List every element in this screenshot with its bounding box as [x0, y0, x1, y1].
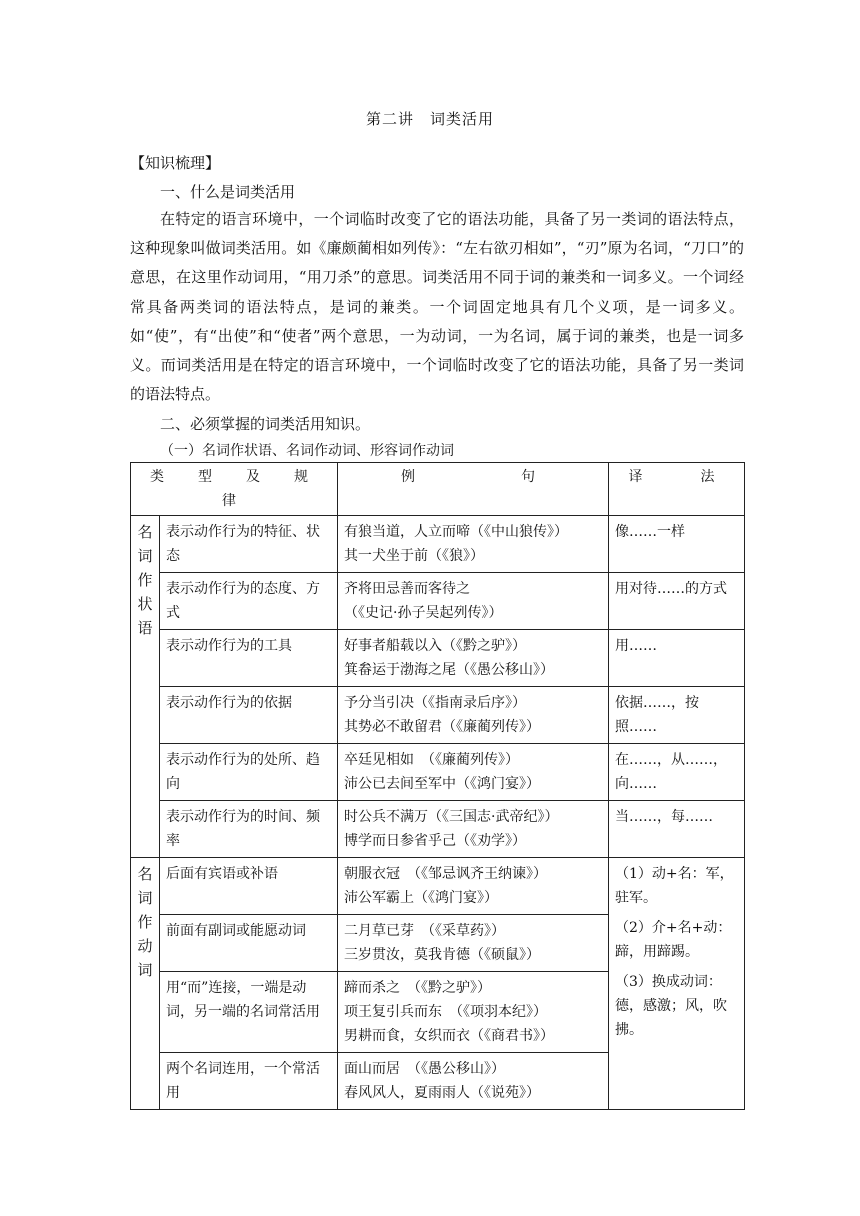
rule-cell: 前面有副词或能愿动词 [160, 915, 338, 972]
example-cell: 面山而居 （《愚公移山》） 春风风人，夏雨雨人（《说苑》） [338, 1053, 609, 1110]
translation-cell: 依据……，按照…… [609, 687, 745, 744]
rule-cell: 表示动作行为的处所、趋向 [160, 744, 338, 801]
table-row [131, 801, 745, 858]
table-row [131, 858, 745, 915]
page-title: 第二讲 词类活用 [365, 110, 494, 128]
rule-cell: 表示动作行为的时间、频率 [160, 801, 338, 858]
rule-cell: 表示动作行为的工具 [160, 630, 338, 687]
table-row [131, 687, 745, 744]
rule-cell: 后面有宾语或补语 [160, 858, 338, 915]
table-row [131, 744, 745, 801]
table-row [131, 630, 745, 687]
rule-cell: 表示动作行为的态度、方式 [160, 573, 338, 630]
table-header-row [131, 463, 745, 516]
rule-cell: 表示动作行为的依据 [160, 687, 338, 744]
example-cell: 蹄而杀之 （《黔之驴》） 项王复引兵而东 （《项羽本纪》） 男耕而食，女织而衣（《商君书》） [338, 972, 609, 1053]
translation-cell: 像……一样 [609, 516, 745, 573]
rule-cell: 表示动作行为的特征、状态 [160, 516, 338, 573]
example-cell: 齐将田忌善而客待之 （《史记·孙子吴起列传》） [338, 573, 609, 630]
example-cell: 好事者船载以入（《黔之驴》） 箕畚运于渤海之尾（《愚公移山》） [338, 630, 609, 687]
definition-paragraph: 在特定的语言环境中，一个词临时改变了它的语法功能，具备了另一类词的语法特点，这种现象叫做词类活用。如《廉颇蔺相如列传》：“左右欲刃相如”，“刃”原为名词，“刀口”的意思，在这里作动词用，“用刀杀”的意思。词类活用不同于词的兼类和一词多义。一个词经常具备两类词的语法特点，是词的兼类。一个词固定地具有几个义项，是一词多义。如“使”，有“出使”和“使者”两个意思，一为动词，一为名词，属于词的兼类，也是一词多义。而词类活用是在特定的语言环境中，一个词临时改变了它的语法功能，具备了另一类词的语法特点。 [130, 210, 744, 404]
example-cell: 朝服衣冠 （《邹忌讽齐王纳谏》） 沛公军霸上（《鸿门宴》） [338, 858, 609, 915]
header-translation: 译 法 [609, 463, 745, 516]
example-cell: 予分当引决（《指南录后序》） 其势必不敢留君（《廉蔺列传》） [338, 687, 609, 744]
example-cell: 卒廷见相如 （《廉蔺列传》） 沛公已去间至军中（《鸿门宴》） [338, 744, 609, 801]
header-example: 例 句 [338, 463, 609, 516]
example-cell: 有狼当道，人立而啼（《中山狼传》） 其一犬坐于前（《狼》） [338, 516, 609, 573]
rule-cell: 用“而”连接，一端是动词，另一端的名词常活用 [160, 972, 338, 1053]
table-row [131, 516, 745, 573]
example-cell: 二月草已芽 （《采草药》） 三岁贯汝，莫我肯德（《硕鼠》） [338, 915, 609, 972]
heading-what-is: 一、什么是词类活用 [160, 183, 296, 201]
translation-cell: 当……，每…… [609, 801, 745, 858]
group-label-noun-verb: 名 词 作 动 词 [131, 858, 160, 1110]
group-label-noun-adverbial: 名 词 作 状 语 [131, 516, 160, 858]
rule-cell: 两个名词连用，一个常活用 [160, 1053, 338, 1110]
word-class-table [130, 462, 745, 1110]
header-type-rule: 类 型 及 规 律 [131, 463, 338, 516]
subheading-table: （一）名词作状语、名词作动词、形容词作动词 [160, 443, 454, 459]
heading-must-know: 二、必须掌握的词类活用知识。 [160, 415, 371, 433]
table-row [131, 573, 745, 630]
section-tag: 【知识梳理】 [130, 154, 221, 172]
example-cell: 时公兵不满万（《三国志·武帝纪》） 博学而日参省乎己（《劝学》） [338, 801, 609, 858]
translation-cell: 用…… [609, 630, 745, 687]
translation-cell-noun-verb: （1）动+名：军，驻军。 （2）介+名+动：蹄，用蹄踢。 （3）换成动词：德，感激；风，吹拂。 [609, 858, 745, 1110]
translation-cell: 用对待……的方式 [609, 573, 745, 630]
translation-cell: 在……，从……，向…… [609, 744, 745, 801]
